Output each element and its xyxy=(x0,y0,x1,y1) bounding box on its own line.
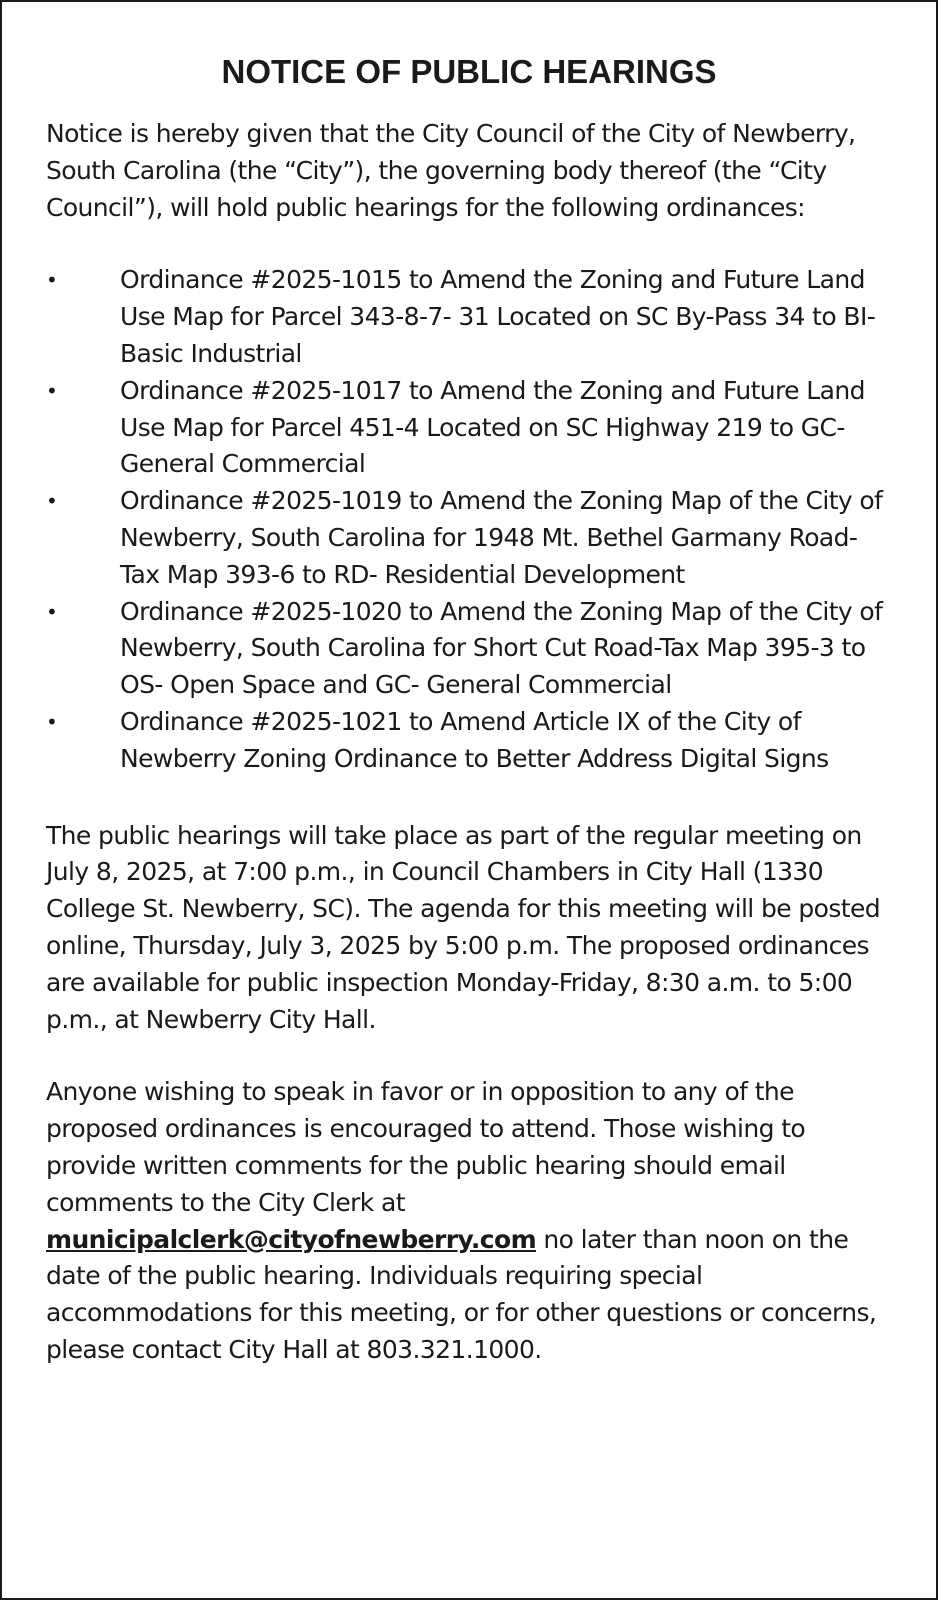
ordinance-text: Ordinance #2025-1015 to Amend the Zoning and Future Land Use Map for Parcel 343-8-7- 31 Located on SC By-Pass 34 to BI- Basic Industrial xyxy=(120,265,876,368)
ordinance-text: Ordinance #2025-1017 to Amend the Zoning and Future Land Use Map for Parcel 451-4 Located on SC Highway 219 to GC- General Commercial xyxy=(120,375,865,479)
bullet-icon: • xyxy=(46,378,58,403)
ordinance-text: Ordinance #2025-1020 to Amend the Zoning Map of the City of Newberry, South Carolina for Short Cut Road-Tax Map 395-3 to OS- Open Space and GC- General Commercial xyxy=(120,596,883,700)
bullet-icon: • xyxy=(46,268,58,293)
paragraph-spacer xyxy=(46,1038,892,1074)
contact-paragraph xyxy=(46,1074,892,1368)
bullet-icon: • xyxy=(46,599,58,624)
ordinance-item xyxy=(46,483,892,593)
ordinance-item xyxy=(46,262,892,372)
meeting-paragraph: The public hearings will take place as part of the regular meeting on July 8, 2025, at 7:00 p.m., in Council Chambers in City Hall (1330 College St. Newberry, SC). The agenda for this meeting will be posted online, Thursday, July 3, 2025 by 5:00 p.m. The proposed ordinances are available for public inspection Monday-Friday, 8:30 a.m. to 5:00 p.m., at Newberry City Hall. xyxy=(46,820,881,1034)
ordinance-item xyxy=(46,373,892,483)
ordinance-list xyxy=(46,262,892,777)
ordinance-text: Ordinance #2025-1021 to Amend Article IX of the City of Newberry Zoning Ordinance to Better Address Digital Signs xyxy=(120,706,829,773)
contact-text-after: no later than noon on the date of the public hearing. Individuals requiring special accommodations for this meeting, or for other questions or concerns, please contact City Hall at 803.321.1000. xyxy=(46,1224,877,1364)
clerk-email-link[interactable]: municipalclerk@cityofnewberry.com xyxy=(46,1224,537,1254)
bullet-icon: • xyxy=(46,709,58,734)
intro-paragraph: Notice is hereby given that the City Council of the City of Newberry, South Carolina (the “City”), the governing body thereof (the “City Council”), will hold public hearings for the following ordinances: xyxy=(46,119,856,222)
ordinance-text: Ordinance #2025-1019 to Amend the Zoning Map of the City of Newberry, South Carolina for 1948 Mt. Bethel Garmany Road-Tax Map 393-6 to RD- Residential Development xyxy=(120,486,883,589)
ordinance-item xyxy=(46,704,892,778)
contact-text-before: Anyone wishing to speak in favor or in opposition to any of the proposed ordinances is encouraged to attend. Those wishing to provide written comments for the public hearing should email comments to the City Clerk at xyxy=(46,1077,806,1217)
ordinance-item xyxy=(46,594,892,704)
bullet-icon: • xyxy=(46,489,58,514)
notice-title: NOTICE OF PUBLIC HEARINGS xyxy=(221,53,717,90)
